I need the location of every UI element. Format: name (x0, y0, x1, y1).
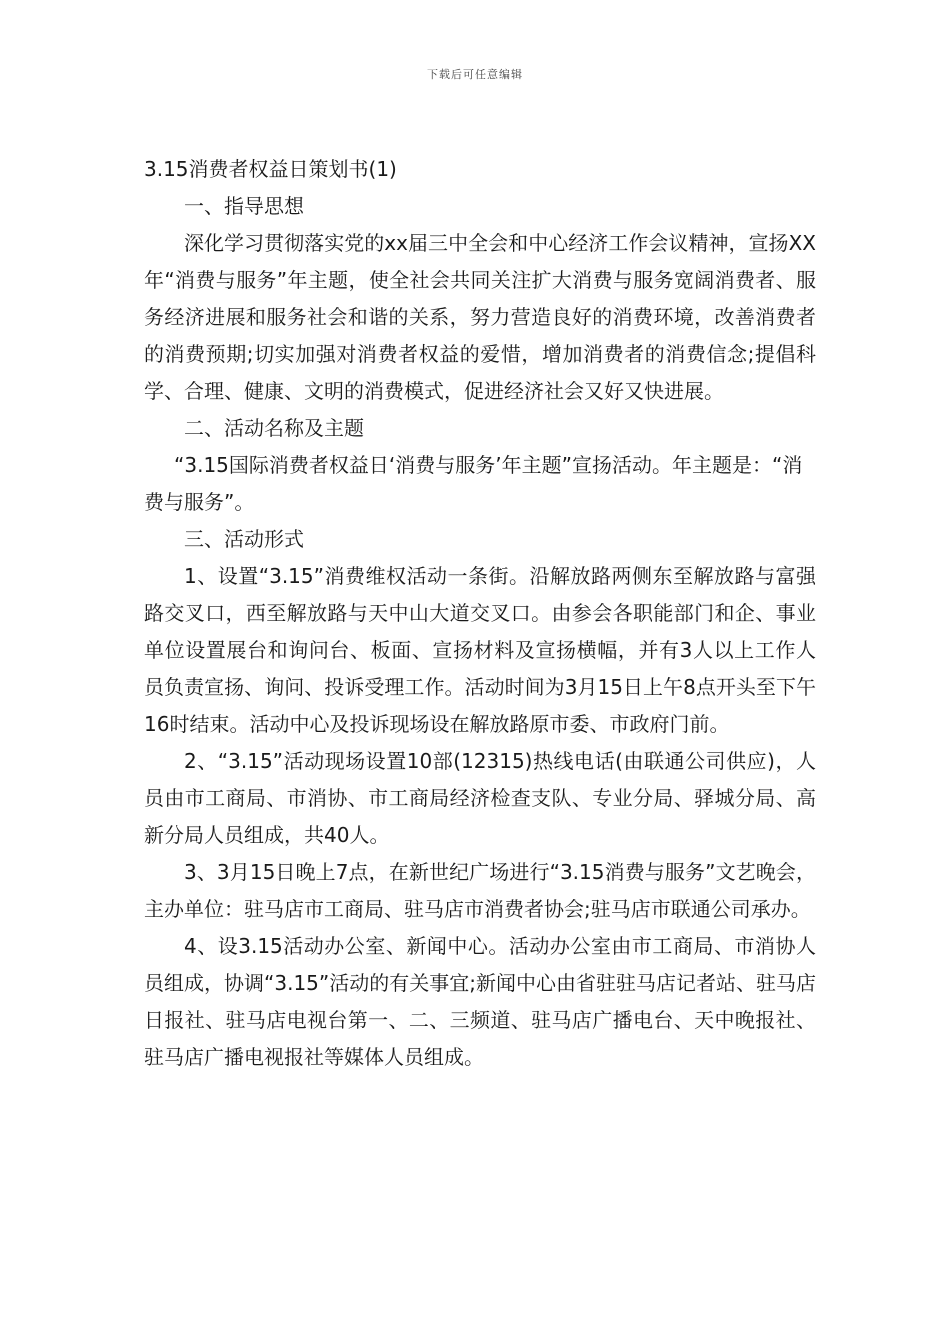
paragraph-activity-name: “3.15国际消费者权益日‘消费与服务’年主题”宣扬活动。年主题是：“消费与服务”。 (144, 453, 803, 514)
paragraph-activity-form-3: 3、3月15日晚上7点，在新世纪广场进行“3.15消费与服务”文艺晚会，主办单位：驻马店市工商局、驻马店市消费者协会;驻马店市联通公司承办。 (144, 860, 816, 921)
section-heading-guiding-thought: 一、指导思想 (184, 194, 304, 218)
section-heading-activity-name: 二、活动名称及主题 (184, 416, 364, 440)
page-header-note: 下载后可任意编辑 (427, 68, 523, 81)
section-heading-activity-form: 三、活动形式 (184, 527, 304, 551)
paragraph-activity-form-4: 4、设3.15活动办公室、新闻中心。活动办公室由市工商局、市消协人员组成，协调“3.15”活动的有关事宜;新闻中心由省驻驻马店记者站、驻马店日报社、驻马店电视台第一、二、三频道、驻马店广播电台、天中晚报社、驻马店广播电视报社等媒体人员组成。 (144, 934, 816, 1069)
paragraph-guiding-thought: 深化学习贯彻落实党的xx届三中全会和中心经济工作会议精神，宣扬XX年“消费与服务”年主题，使全社会共同关注扩大消费与服务宽阔消费者、服务经济进展和服务社会和谐的关系，努力营造良好的消费环境，改善消费者的消费预期;切实加强对消费者权益的爱惜，增加消费者的消费信念;提倡科学、合理、健康、文明的消费模式，促进经济社会又好又快进展。 (144, 231, 816, 403)
paragraph-activity-form-2: 2、“3.15”活动现场设置10部(12315)热线电话(由联通公司供应)，人员由市工商局、市消协、市工商局经济检查支队、专业分局、驿城分局、高新分局人员组成，共40人。 (144, 749, 816, 847)
paragraph-activity-form-1: 1、设置“3.15”消费维权活动一条街。沿解放路两侧东至解放路与富强路交叉口，西至解放路与天中山大道交叉口。由参会各职能部门和企、事业单位设置展台和询问台、板面、宣扬材料及宣扬横幅，并有3人以上工作人员负责宣扬、询问、投诉受理工作。活动时间为3月15日上午8点开头至下午16时结束。活动中心及投诉现场设在解放路原市委、市政府门前。 (144, 564, 816, 736)
document-title: 3.15消费者权益日策划书(1) (144, 157, 397, 181)
document-body (144, 150, 816, 1076)
